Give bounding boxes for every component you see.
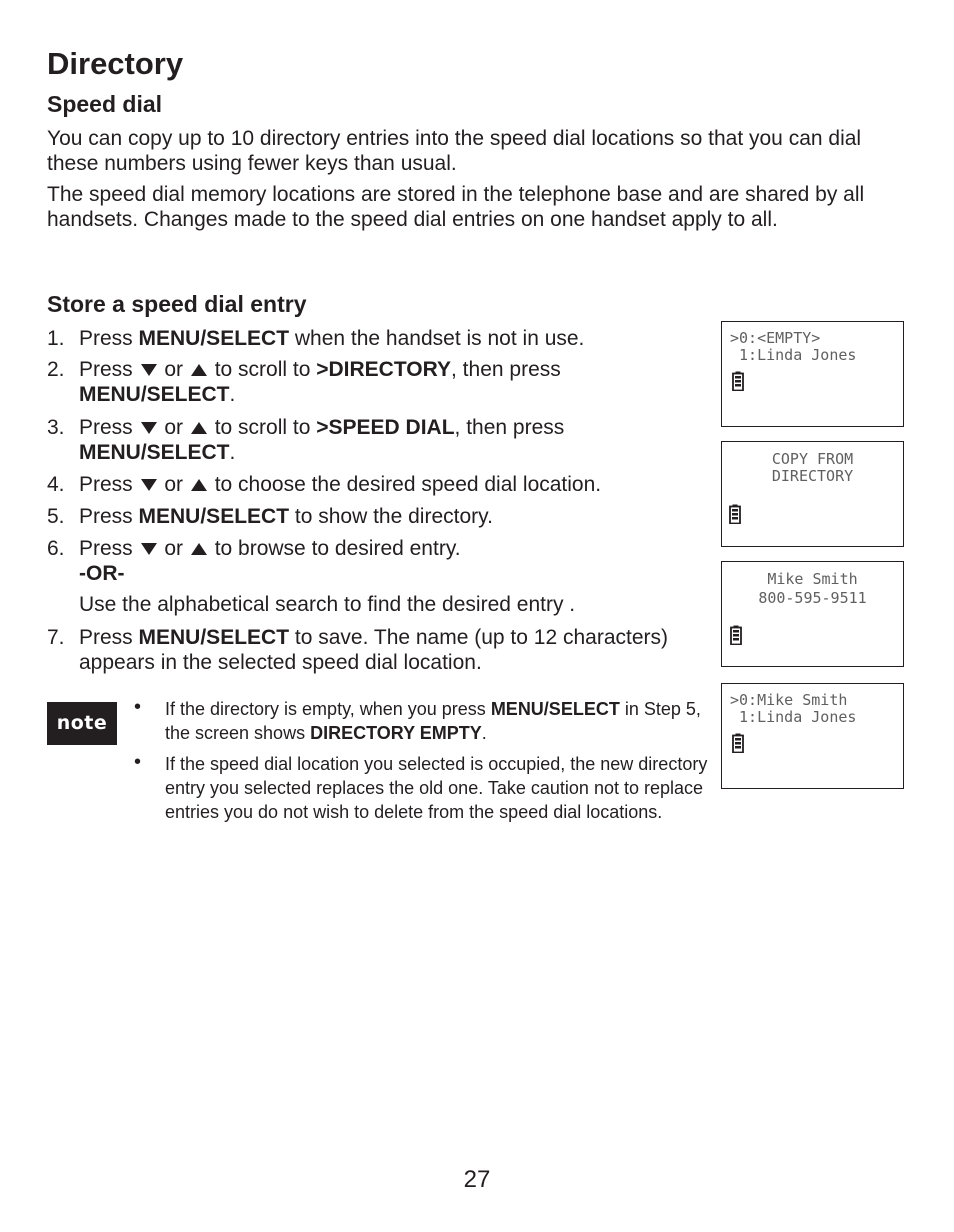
menu-select-key: MENU/SELECT — [138, 626, 290, 649]
note-item-1: • If the directory is empty, when you press MENU/SELECT in Step 5, the screen shows DIRECTORY EMPTY. — [134, 696, 701, 743]
note-list — [134, 696, 725, 857]
battery-icon — [732, 733, 744, 753]
bullet-icon: • — [134, 696, 142, 718]
down-arrow-icon — [141, 422, 157, 434]
menu-select-key: MENU/SELECT — [138, 505, 290, 528]
down-arrow-icon — [141, 479, 157, 491]
menu-select-key: MENU/SELECT — [138, 327, 290, 350]
alphabetical-search-hint: Use the alphabetical search to find the desired entry . — [79, 593, 576, 616]
lcd-screen-empty-location: >0:<EMPTY> 1:Linda Jones — [721, 321, 904, 427]
battery-icon — [730, 625, 742, 645]
bullet-icon: • — [134, 751, 142, 773]
lcd-screen-copy-from-directory: COPY FROM DIRECTORY — [721, 441, 904, 547]
lcd-screen-selected-entry: Mike Smith 800-595-9511 — [721, 561, 904, 667]
battery-icon — [729, 504, 741, 524]
speed-dial-intro: You can copy up to 10 directory entries into the speed dial locations so that you can dial these numbers using fewer keys than usual. — [47, 127, 862, 175]
lcd-screen-saved-entry: >0:Mike Smith 1:Linda Jones — [721, 683, 904, 789]
battery-icon — [732, 371, 744, 391]
page-title: Directory — [47, 46, 184, 81]
up-arrow-icon — [191, 543, 207, 555]
note-item-2: • If the speed dial location you selected is occupied, the new directory entry you selected replaces the old one. Take caution not to replace entries you do not wish to delete from the speed dial locations. — [134, 751, 708, 822]
page-number: 27 — [463, 1166, 491, 1193]
menu-select-key: MENU/SELECT — [79, 441, 230, 464]
speed-dial-heading: Speed dial — [47, 91, 163, 117]
note-badge: note — [47, 702, 117, 745]
up-arrow-icon — [191, 422, 207, 434]
store-heading: Store a speed dial entry — [47, 291, 307, 317]
up-arrow-icon — [191, 479, 207, 491]
menu-select-key: MENU/SELECT — [79, 383, 230, 406]
up-arrow-icon — [191, 364, 207, 376]
steps-list: 1. Press MENU/SELECT when the handset is not in use. 2. Press or to scroll to >DIRECTORY, then press MENU/SELECT. 3. Press or to scroll to >SPEED DIAL, then press MENU/SELECT. 4. Press or to choose the desired speed dial location. 5. Press MENU/SELECT to show the directory. 6. Press or to browse to desired entry. -OR- Use the alphabetical search to find the desired entry . 7. Press MENU/SELECT to save. The name (up to 12 characters) appears in the selected speed dial location. — [47, 327, 669, 674]
or-label: -OR- — [79, 562, 125, 585]
down-arrow-icon — [141, 543, 157, 555]
speed-dial-description: The speed dial memory locations are stored in the telephone base and are shared by all handsets. Changes made to the speed dial entries on one handset apply to all. — [47, 183, 865, 231]
down-arrow-icon — [141, 364, 157, 376]
menu-select-key: MENU/SELECT — [490, 699, 620, 719]
